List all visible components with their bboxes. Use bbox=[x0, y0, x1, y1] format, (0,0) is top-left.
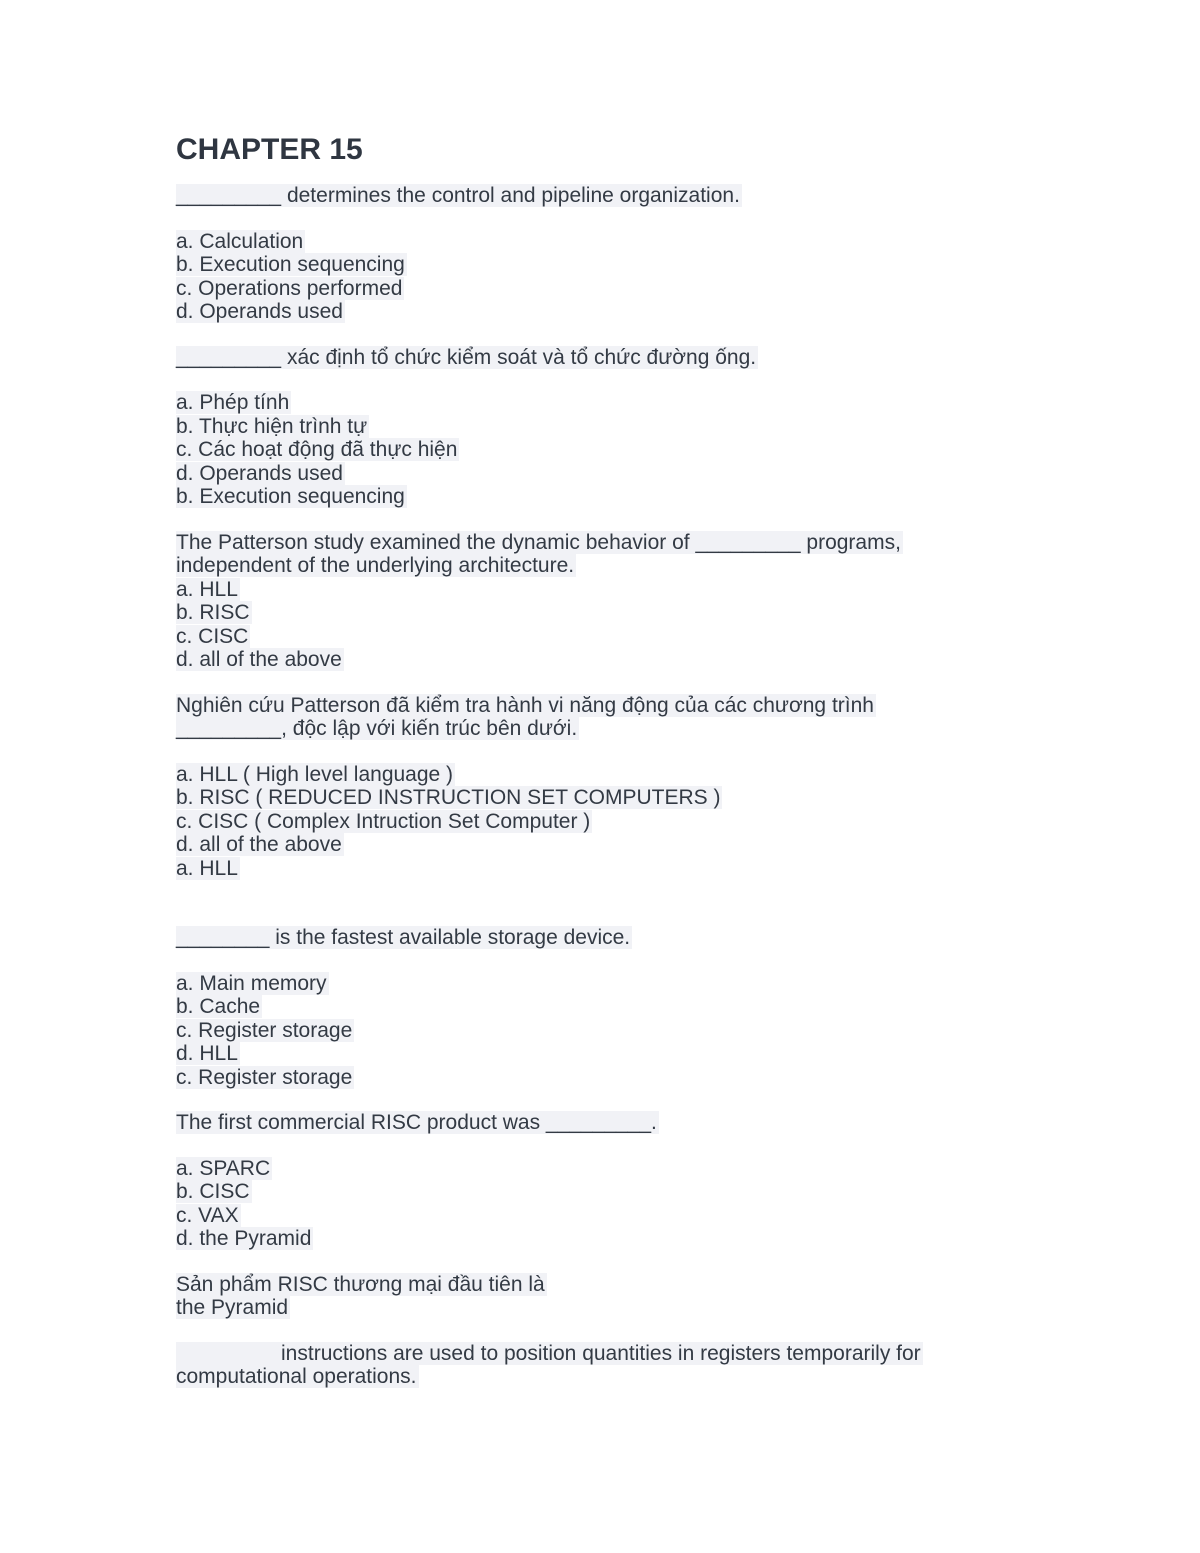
option-line: c. CISC bbox=[176, 624, 249, 648]
question-text: _________ xác định tổ chức kiểm soát và tổ chức đường ống. bbox=[176, 345, 757, 369]
option-line: d. HLL bbox=[176, 1042, 238, 1065]
question-block bbox=[176, 1273, 1036, 1320]
question-text: instructions are used to position quantities in registers temporarily for bbox=[176, 1341, 921, 1365]
option-line: b. RISC ( REDUCED INSTRUCTION SET COMPUTERS ) bbox=[176, 786, 721, 809]
answer-line: the Pyramid bbox=[176, 1296, 289, 1319]
option-line: b. CISC bbox=[176, 1180, 250, 1203]
option-line: a. HLL bbox=[176, 577, 238, 601]
document-content bbox=[176, 128, 1036, 1411]
question-text: computational operations. bbox=[176, 1365, 417, 1388]
question-block bbox=[176, 531, 1036, 672]
answer-line: c. Register storage bbox=[176, 1065, 353, 1089]
question-text: Sản phẩm RISC thương mại đầu tiên là bbox=[176, 1272, 545, 1296]
question-text: _________, độc lập với kiến trúc bên dưới. bbox=[176, 717, 578, 740]
question-block bbox=[176, 926, 1036, 950]
question-text: Nghiên cứu Patterson đã kiểm tra hành vi năng động của các chương trình bbox=[176, 693, 874, 717]
options-block bbox=[176, 391, 1036, 509]
option-line: a. Calculation bbox=[176, 229, 304, 253]
option-line: c. Các hoạt động đã thực hiện bbox=[176, 438, 458, 461]
question-text: _________ determines the control and pipeline organization. bbox=[176, 184, 740, 207]
question-block bbox=[176, 694, 1036, 741]
answer-line: a. HLL bbox=[176, 856, 238, 880]
options-block bbox=[176, 972, 1036, 1090]
option-line: d. Operands used bbox=[176, 461, 343, 485]
option-line: c. Register storage bbox=[176, 1018, 353, 1042]
option-line: b. Thực hiện trình tự bbox=[176, 414, 368, 438]
option-line: d. all of the above bbox=[176, 833, 342, 856]
question-text: The Patterson study examined the dynamic behavior of _________ programs, bbox=[176, 530, 901, 554]
options-block bbox=[176, 763, 1036, 881]
option-line: c. CISC ( Complex Intruction Set Computer ) bbox=[176, 809, 591, 833]
question-block bbox=[176, 184, 1036, 208]
option-line: c. VAX bbox=[176, 1203, 239, 1227]
option-line: b. Cache bbox=[176, 995, 261, 1018]
option-line: d. Operands used bbox=[176, 300, 343, 323]
option-line: d. the Pyramid bbox=[176, 1227, 312, 1250]
option-line: d. all of the above bbox=[176, 648, 342, 671]
options-block bbox=[176, 1157, 1036, 1251]
question-text: The first commercial RISC product was _________. bbox=[176, 1111, 657, 1134]
answer-line: b. Execution sequencing bbox=[176, 485, 405, 508]
option-line: a. SPARC bbox=[176, 1156, 271, 1180]
chapter-title: CHAPTER 15 bbox=[176, 133, 363, 166]
option-line: a. Main memory bbox=[176, 971, 327, 995]
option-line: b. Execution sequencing bbox=[176, 253, 405, 276]
question-block bbox=[176, 346, 1036, 370]
question-block bbox=[176, 1111, 1036, 1135]
spacer bbox=[176, 902, 1036, 926]
option-line: c. Operations performed bbox=[176, 276, 403, 300]
option-line: a. HLL ( High level language ) bbox=[176, 762, 454, 786]
options-block bbox=[176, 230, 1036, 324]
question-block bbox=[176, 1342, 1036, 1389]
option-line: a. Phép tính bbox=[176, 391, 290, 414]
question-text: independent of the underlying architecture. bbox=[176, 554, 575, 577]
question-text: ________ is the fastest available storage device. bbox=[176, 926, 631, 949]
option-line: b. RISC bbox=[176, 601, 250, 624]
